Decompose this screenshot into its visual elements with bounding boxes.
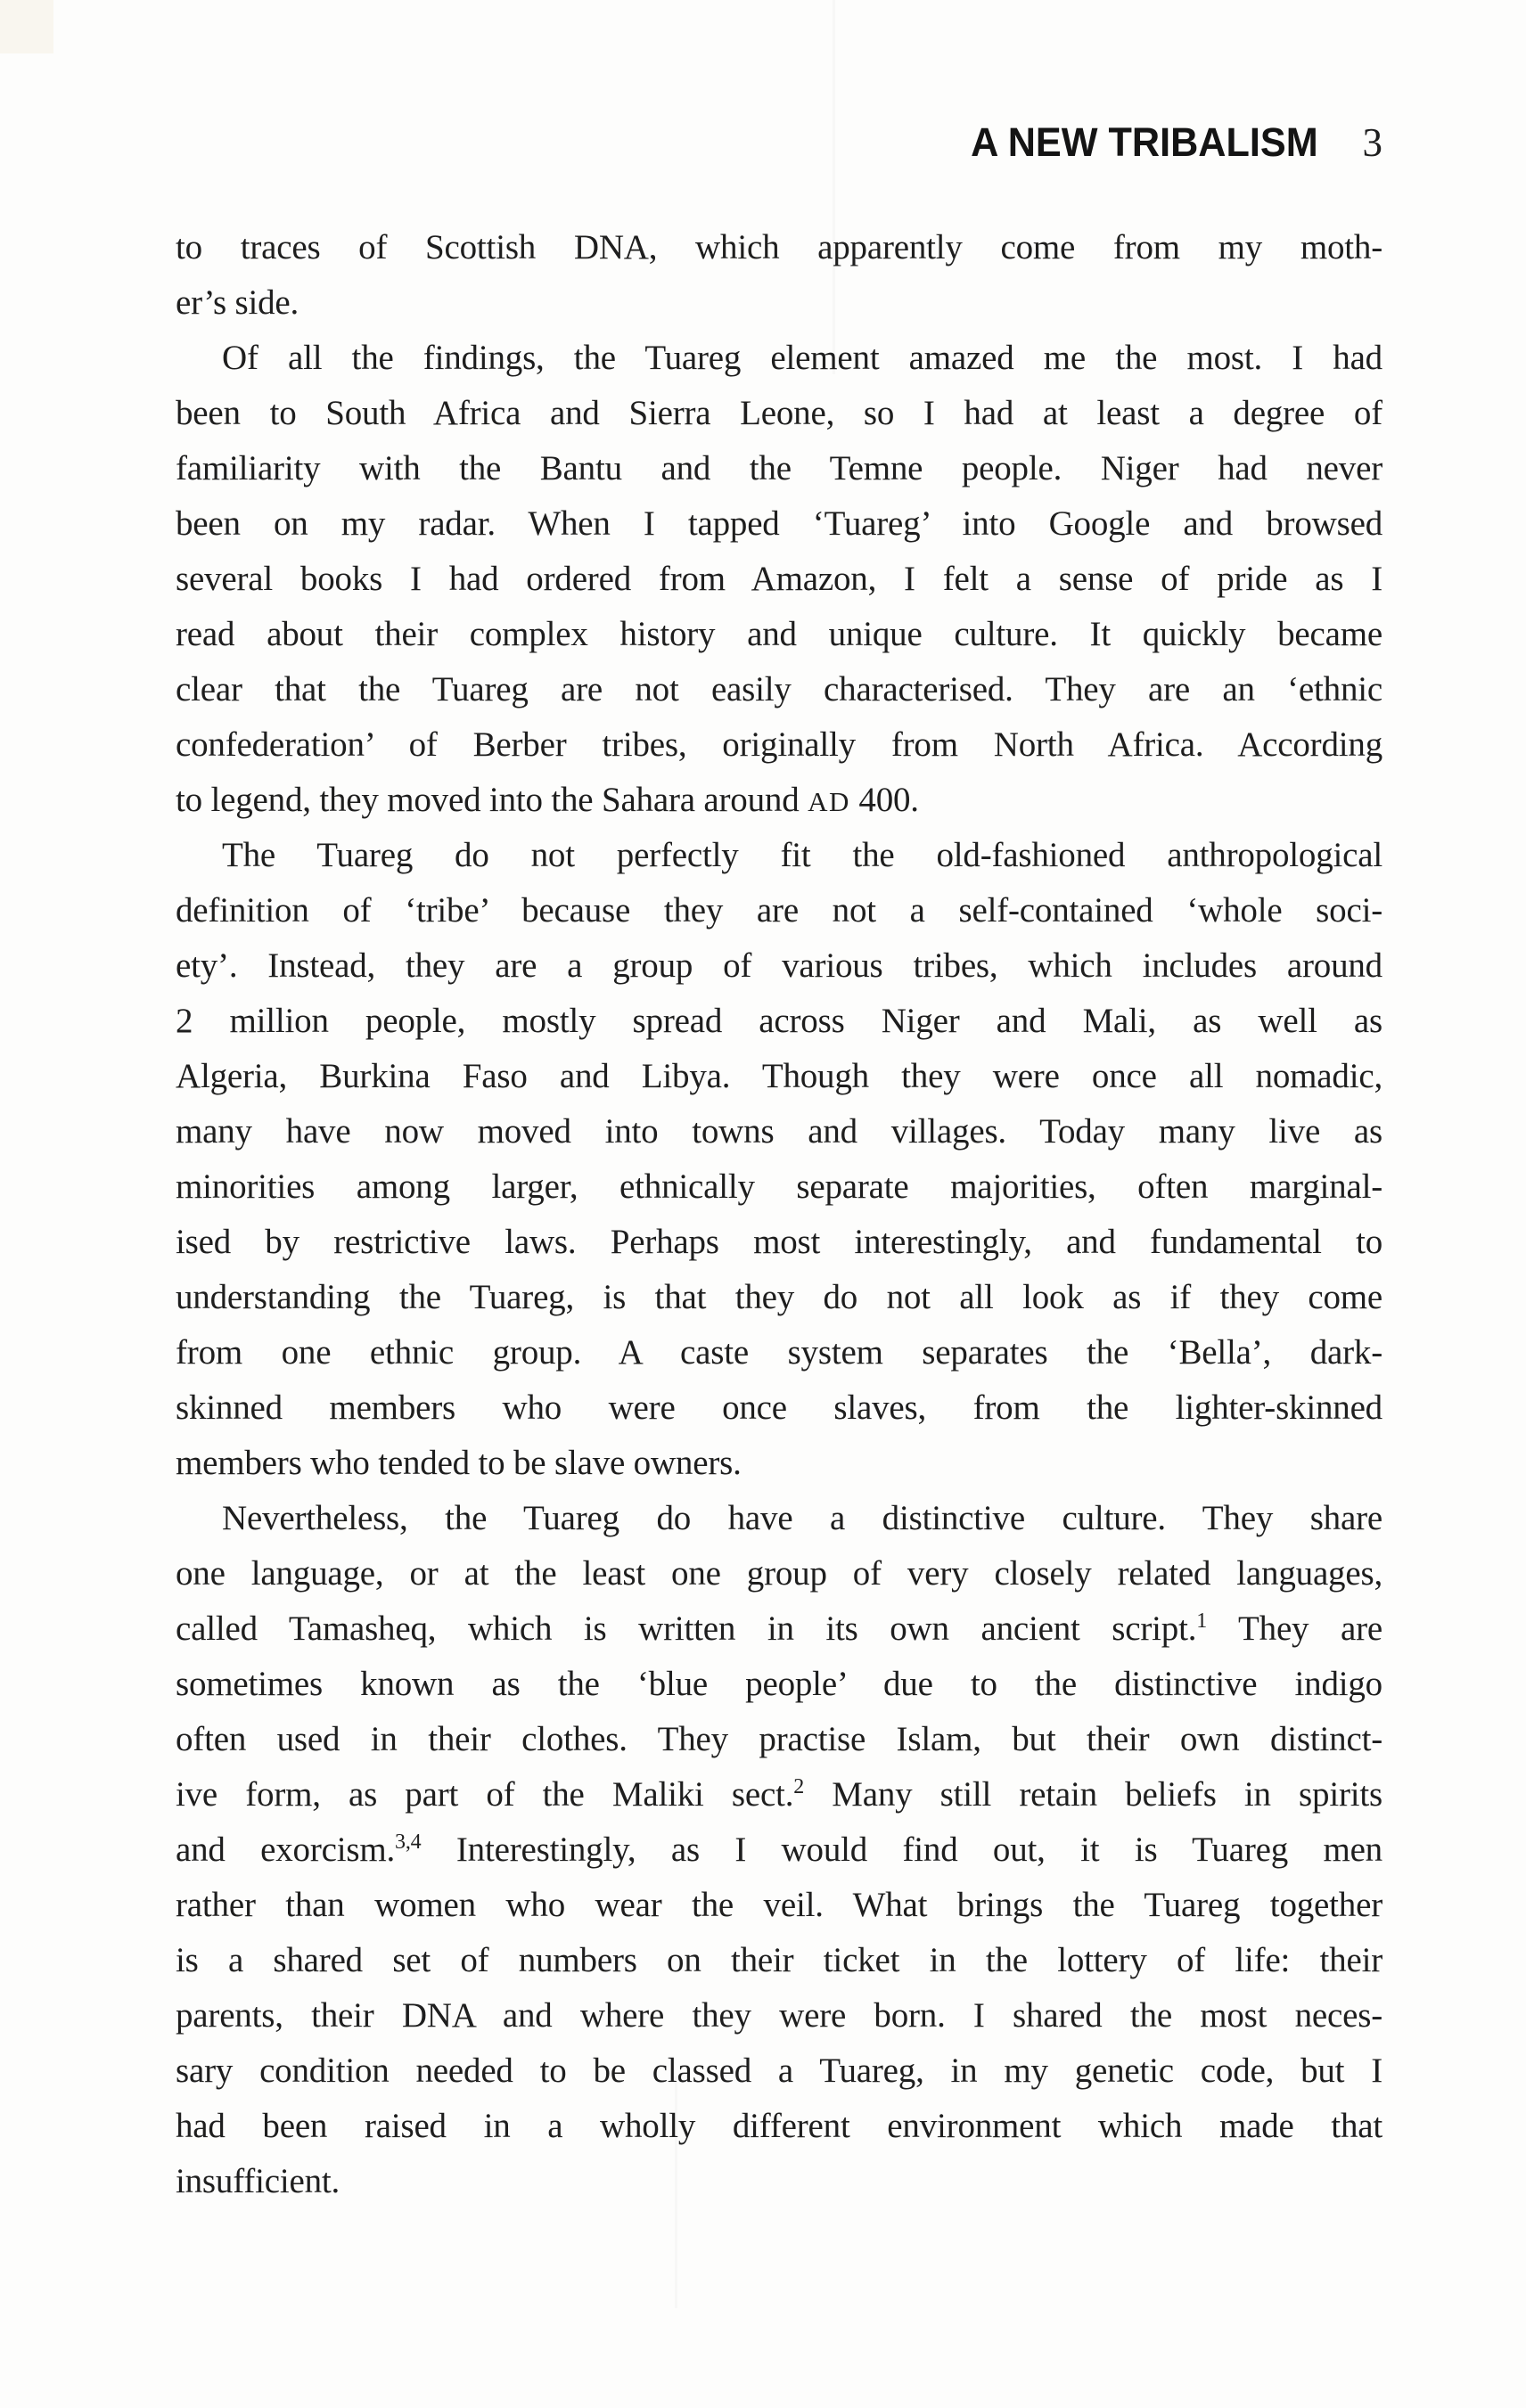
text-segment: rather than women who wear the veil. What brings the Tuareg together [176,1886,1382,1924]
text-line [176,1049,1382,1104]
text-segment: sary condition needed to be classed a Tuareg, in my genetic code, but I [176,2052,1382,2090]
text-segment: Algeria, Burkina Faso and Libya. Though they were once all nomadic, [176,1057,1382,1095]
text-segment: Nevertheless, the Tuareg do have a distinctive culture. They share [222,1499,1382,1537]
text-segment: familiarity with the Bantu and the Temne people. Niger had never [176,449,1382,487]
text-segment: confederation’ of Berber tribes, originally from North Africa. According [176,725,1382,764]
chapter-title: A NEW TRIBALISM [970,119,1318,165]
text-line [176,1657,1382,1712]
text-segment: and exorcism. [176,1831,396,1869]
text-segment: Many still retain beliefs in spirits [804,1775,1382,1814]
small-caps-text: AD [808,786,850,817]
text-segment: insufficient. [176,2162,340,2200]
text-line [176,2044,1382,2099]
footnote-marker: 3,4 [395,1831,422,1854]
text-line [176,1601,1382,1657]
text-segment: minorities among larger, ethnically separate majorities, often marginal- [176,1167,1382,1206]
text-line [176,331,1382,386]
text-line [176,1491,1382,1546]
text-line [176,994,1382,1049]
text-line [176,1878,1382,1933]
scan-artifact [0,0,53,53]
text-segment: ive form, as part of the Maliki sect. [176,1775,794,1814]
text-line [176,1325,1382,1380]
text-segment: from one ethnic group. A caste system separates the ‘Bella’, dark- [176,1333,1382,1372]
text-line [176,386,1382,441]
text-segment: to legend, they moved into the Sahara around [176,781,808,819]
text-segment: clear that the Tuareg are not easily characterised. They are an ‘ethnic [176,670,1382,708]
text-segment: er’s side. [176,283,299,322]
text-line [176,1270,1382,1325]
text-segment: ety’. Instead, they are a group of various tribes, which includes around [176,946,1382,985]
text-segment: parents, their DNA and where they were born. I shared the most neces- [176,1996,1382,2035]
text-segment: often used in their clothes. They practise Islam, but their own distinct- [176,1720,1382,1758]
text-segment: sometimes known as the ‘blue people’ due to the distinctive indigo [176,1665,1382,1703]
text-line [176,1988,1382,2044]
text-segment: understanding the Tuareg, is that they do not all look as if they come [176,1278,1382,1316]
text-segment: called Tamasheq, which is written in its own ancient script. [176,1609,1197,1648]
text-segment: been to South Africa and Sierra Leone, so I had at least a degree of [176,394,1382,432]
text-line [176,1215,1382,1270]
text-segment: The Tuareg do not perfectly fit the old-fashioned anthropological [222,836,1382,874]
text-line [176,2099,1382,2154]
text-segment: skinned members who were once slaves, from the lighter-skinned [176,1388,1382,1427]
text-line [176,1933,1382,1988]
text-line [176,828,1382,883]
text-line [176,1159,1382,1215]
text-line [176,1546,1382,1601]
text-line [176,662,1382,717]
text-segment: 2 million people, mostly spread across Niger and Mali, as well as [176,1002,1382,1040]
text-segment: had been raised in a wholly different environment which made that [176,2107,1382,2145]
text-segment: 400. [849,781,919,819]
text-line [176,1436,1382,1491]
page-number: 3 [1362,120,1382,165]
text-segment: to traces of Scottish DNA, which apparently come from my moth- [176,228,1382,266]
footnote-marker: 1 [1196,1609,1208,1633]
text-line [176,883,1382,938]
text-line [176,717,1382,773]
text-segment: several books I had ordered from Amazon, I felt a sense of pride as I [176,560,1382,598]
text-line [176,938,1382,994]
text-line [176,552,1382,607]
text-segment: They are [1207,1609,1382,1648]
text-line [176,1104,1382,1159]
text-segment: been on my radar. When I tapped ‘Tuareg’ into Google and browsed [176,504,1382,543]
text-line [176,441,1382,496]
text-segment: read about their complex history and unique culture. It quickly became [176,615,1382,653]
text-line [176,496,1382,552]
text-line [176,1712,1382,1767]
text-segment: members who tended to be slave owners. [176,1444,742,1482]
text-segment: many have now moved into towns and villages. Today many live as [176,1112,1382,1151]
body-text [176,220,1382,2209]
text-line [176,1767,1382,1822]
text-segment: definition of ‘tribe’ because they are not a self-contained ‘whole soci- [176,891,1382,930]
footnote-marker: 2 [793,1775,805,1798]
text-segment: ised by restrictive laws. Perhaps most interestingly, and fundamental to [176,1223,1382,1261]
text-line [176,2154,1382,2209]
text-segment: one language, or at the least one group of very closely related languages, [176,1554,1382,1593]
text-line [176,607,1382,662]
text-line [176,773,1382,828]
running-header [964,119,1382,166]
text-line [176,1822,1382,1878]
text-line [176,1380,1382,1436]
text-line [176,220,1382,275]
text-segment: Of all the findings, the Tuareg element amazed me the most. I had [222,339,1382,377]
text-segment: is a shared set of numbers on their ticket in the lottery of life: their [176,1941,1382,1979]
text-segment: Interestingly, as I would find out, it is Tuareg men [421,1831,1382,1869]
text-line [176,275,1382,331]
